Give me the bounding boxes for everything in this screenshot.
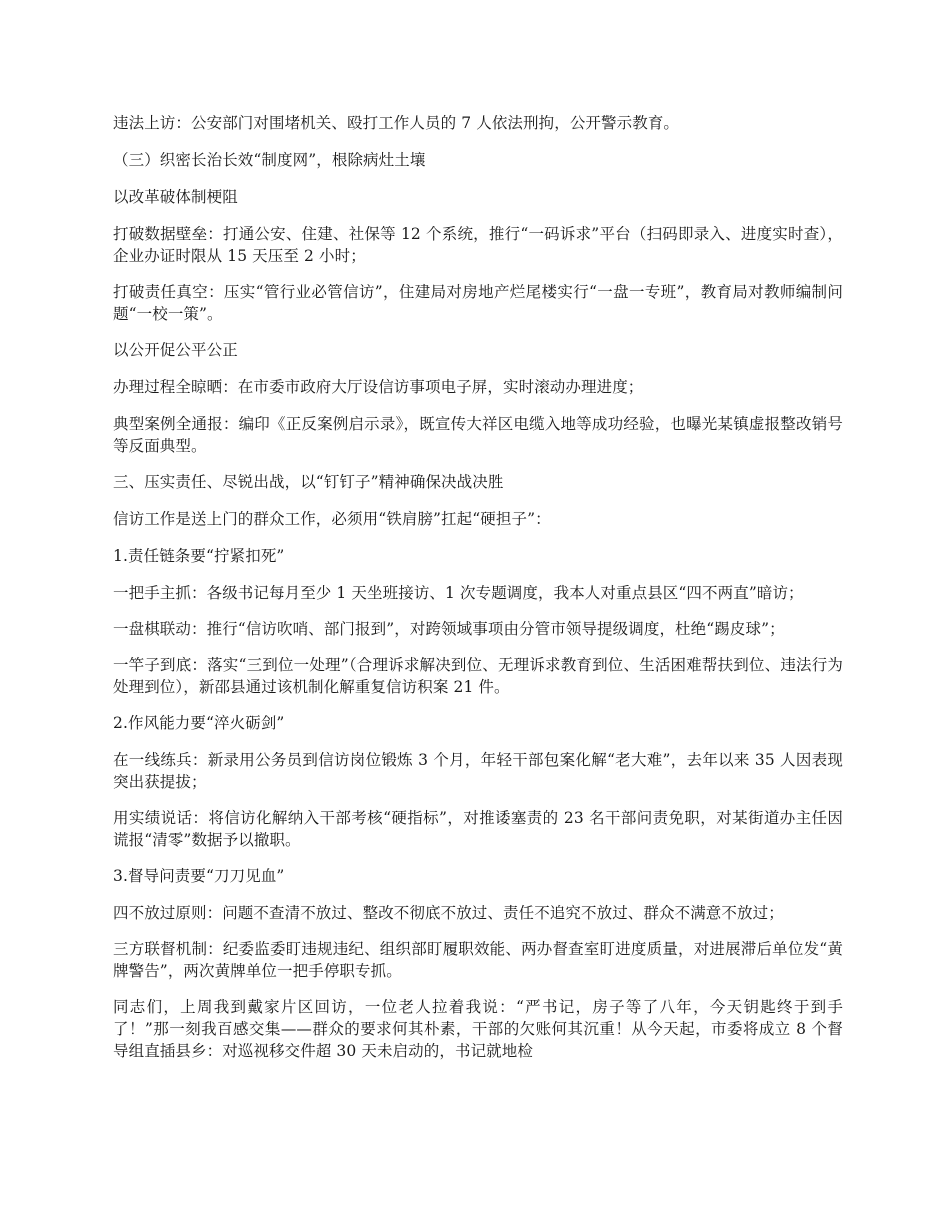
paragraph-closing-remarks: 同志们，上周我到戴家片区回访，一位老人拉着我说：“严书记，房子等了八年，今天钥匙终于到手了！”那一刻我百感交集——群众的要求何其朴素，干部的欠账何其沉重！从今天起，市委将成立 8 个督导组直插县乡：对巡视移交件超 30 天未启动的，书记就地检: [113, 998, 843, 1060]
paragraph-four-principles: 四不放过原则：问题不查清不放过、整改不彻底不放过、责任不追究不放过、群众不满意不放过；: [113, 904, 784, 922]
subheading-supervision: 3.督导问责要“刀刀见血”: [113, 867, 285, 885]
paragraph-responsibility-vacuum: 打破责任真空：压实“管行业必管信访”，住建局对房地产烂尾楼实行“一盘一专班”，教育局对教师编制问题“一校一策”。: [113, 283, 843, 323]
paragraph-joint-supervision: 三方联督机制：纪委监委盯违规违纪、组织部盯履职效能、两办督查室盯进度质量，对进展滞后单位发“黄牌警告”，两次黄牌单位一把手停职专抓。: [113, 940, 843, 980]
document-page: [113, 112, 843, 1076]
section-heading-system-net: （三）织密长治长效“制度网”，根除病灶土壤: [113, 151, 426, 169]
paragraph-illegal-petition: 违法上访：公安部门对围堵机关、殴打工作人员的 7 人依法刑拘，公开警示教育。: [113, 114, 680, 132]
paragraph-follow-through: 一竿子到底：落实“三到位一处理”（合理诉求解决到位、无理诉求教育到位、生活困难帮扶到位、违法行为处理到位），新邵县通过该机制化解重复信访积案 21 件。: [113, 656, 843, 696]
paragraph-data-barrier: 打破数据壁垒：打通公安、住建、社保等 12 个系统，推行“一码诉求”平台（扫码即录入、进度实时查），企业办证时限从 15 天压至 2 小时；: [113, 225, 843, 265]
subheading-reform: 以改革破体制梗阻: [113, 188, 238, 206]
subheading-responsibility-chain: 1.责任链条要“拧紧扣死”: [113, 547, 285, 565]
paragraph-petition-work: 信访工作是送上门的群众工作，必须用“铁肩膀”扛起“硬担子”：: [113, 510, 551, 528]
paragraph-frontline-training: 在一线练兵：新录用公务员到信访岗位锻炼 3 个月，年轻干部包案化解“老大难”，去年以来 35 人因表现突出获提拔；: [113, 751, 843, 791]
subheading-work-style: 2.作风能力要“淬火砺剑”: [113, 714, 285, 732]
paragraph-top-leader: 一把手主抓：各级书记每月至少 1 天坐班接访、1 次专题调度，我本人对重点县区“四不两直”暗访；: [113, 584, 804, 602]
paragraph-typical-cases: 典型案例全通报：编印《正反案例启示录》，既宣传大祥区电缆入地等成功经验，也曝光某镇虚报整改销号等反面典型。: [113, 415, 843, 455]
paragraph-coordination: 一盘棋联动：推行“信访吹哨、部门报到”，对跨领域事项由分管市领导提级调度，杜绝“踢皮球”；: [113, 620, 785, 638]
subheading-openness: 以公开促公平公正: [113, 341, 238, 359]
section-heading-responsibility: 三、压实责任、尽锐出战，以“钉钉子”精神确保决战决胜: [113, 473, 504, 491]
paragraph-process-display: 办理过程全晾晒：在市委市政府大厅设信访事项电子屏，实时滚动办理进度；: [113, 378, 644, 396]
paragraph-performance: 用实绩说话：将信访化解纳入干部考核“硬指标”，对推诿塞责的 23 名干部问责免职，对某街道办主任因谎报“清零”数据予以撤职。: [113, 809, 843, 849]
